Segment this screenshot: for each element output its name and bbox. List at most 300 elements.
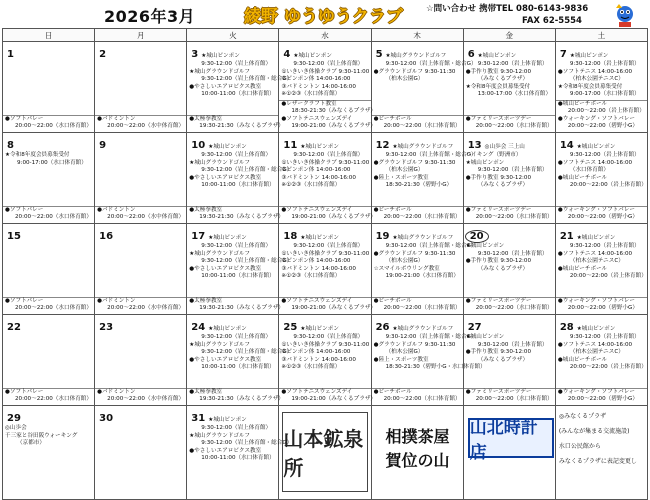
event-title: ★城山ピンポン [576,235,616,241]
evening-events [556,297,647,314]
day-number: 22 [7,322,21,333]
calendar-day-cell [371,224,477,315]
event-title: ★城山ピンポン [293,53,332,59]
event-line: 9:30-12:00（岩上体育館・総合G） [385,243,477,249]
event-line: 9:30-12:00（岩上体育館・総合G） [385,61,477,67]
club-name: 綾野 ゆうゆうクラブ [244,7,403,27]
event-line: （柏木公園G） [385,258,424,265]
day-number: 12 [375,140,390,151]
evening-events [95,297,186,314]
event-line: ※①②③（水口体育館） [281,91,341,98]
weekday-sat: 土 [555,29,647,42]
evening-event-line: 20:00～22:00（水口体育館） [475,396,553,403]
event-line: 9:30-12:00（岩上体育館） [477,167,548,174]
event-line: 千三家と谷田阪ウォーキング [5,432,78,439]
evening-event-line: 20:00～22:00（水中体育館） [107,396,185,403]
event-title: ★城山ピンポン [300,144,339,150]
calendar-day-cell [555,224,647,315]
evening-event-line: 20:00～22:00（水口体育館） [383,305,461,312]
event-line: （みなくるプラザ） [477,356,529,363]
evening-event-line: ●ソフトバレー [5,297,44,304]
evening-events [187,206,284,223]
evening-event-line: ●ビーチボール [373,297,412,304]
day-number: 24 [191,322,206,333]
event-line: ★城山グラウンドゴルフ [189,432,251,439]
event-line: 9:00-17:00（水口体育館） [17,159,87,166]
event-line: ★城山ピンポン [465,243,505,249]
evening-event-line: ●ソフトテニスウェンズデイ [281,115,353,122]
calendar-week [3,224,648,315]
day-number: 4 [283,49,291,60]
event-line: 9:30-12:00（岩上体育館・総合G） [201,440,293,447]
event-line: ●陸上・スポーツ教室 [373,356,429,363]
evening-event-line: ●ソフトバレー [5,388,44,395]
evening-events [372,206,463,223]
calendar-week [3,42,648,133]
event-line: ●城山ピーチボール [557,356,608,363]
evening-event-line: ●バドミントン [97,115,136,122]
evening-events [372,297,463,314]
calendar-week [3,406,648,500]
event-line: （柏木公園G） [385,76,424,83]
event-line: 9:30-12:00（岩上体育館） [201,61,272,67]
evening-event-line: ●ウォーキング・ソフトバレー [557,115,635,122]
event-line: 9:30-12:00（岩上体育館・総合G） [201,258,293,265]
event-line: ●手作り教室 9:30-12:00 [465,174,532,181]
evening-event-line: 19:00-21:00（みなくるプラザ） [291,123,377,130]
calendar-day-cell [371,133,477,224]
mascot-icon [609,2,641,28]
evening-event-line: 20:00～22:00（水口体育館） [383,214,461,221]
evening-event-line: ●城山ピーチボール [557,100,608,107]
event-line: ★城山グラウンドゴルフ [189,68,251,75]
event-line: 9:30-12:00（岩上体育館） [569,61,640,67]
day-number: 23 [99,322,114,333]
event-line: 9:30-12:00（岩上体育館） [293,334,364,340]
evening-event-line: ●ファミリースポーツデー [465,388,532,395]
event-line: 9:30-12:00（岩上体育館） [201,243,272,249]
evening-event-line: 19:30-21:30（みなくるプラザ） [199,123,284,130]
event-title: ★城山グラウンドゴルフ [392,235,454,241]
event-line: ③バドミントン 14:00-16:00 [281,174,356,181]
evening-event-line: ●ビーチボール [373,388,412,395]
sponsor-ad-line: 相撲茶屋 [385,427,450,446]
evening-events [187,115,284,132]
event-line: ●やさしいエアロビクス教室 [189,356,262,363]
calendar-day-cell [279,315,377,406]
evening-event-line: ●ウォーキング・ソフトバレー [557,206,635,213]
event-line: 18:30-21:30（碧野小G・水口体育館） [385,364,486,371]
day-number: 28 [559,322,574,333]
event-title: ◎山歩会 三上山 [484,144,525,150]
info-note-cell [555,406,647,500]
event-line: ●ソフトテニス 14:00-16:00 [557,250,633,257]
day-number: 2 [99,49,107,60]
event-line: 9:30-12:00（岩上体育館） [477,61,548,67]
event-line: ※①②③（水口体育館） [281,182,341,189]
calendar-day-cell [3,406,95,500]
evening-events [556,206,647,223]
event-title: ★城山ピンポン [477,53,517,59]
evening-events [556,100,647,132]
evening-event-line: 20:00～22:00（碧野小G） [567,123,638,130]
sponsor-ad-line: 賀位の山 [385,451,450,470]
event-line: （柏木公園テニスC） [569,349,624,356]
day-number: 17 [191,231,206,242]
day-number: 29 [7,413,21,424]
event-line: ★城山グラウンドゴルフ [189,250,251,257]
evening-event-line: ●ソフトテニスウェンズデイ [281,297,353,304]
evening-event-line: 20:00～22:00（水中体育館） [107,305,185,312]
evening-event-line: 19:30-21:30（みなくるプラザ） [199,305,284,312]
sponsor-ad-cell [371,406,463,500]
calendar-day-cell [463,133,555,224]
evening-events [279,206,377,223]
calendar-day-cell [95,133,187,224]
sponsor-ad-cell [279,406,371,500]
weekday-sun: 日 [3,29,95,42]
day-number: 20 [465,230,489,243]
event-line: ★城山グラウンドゴルフ [189,341,251,348]
event-line: ●城山ピーチボール [557,174,608,181]
event-line: ●やさしいエアロビクス教室 [189,447,262,454]
event-line: ●陸上・スポーツ教室 [373,174,429,181]
event-title: ★城山グラウンドゴルフ [392,326,454,332]
evening-event-line: 20:00～22:00（水口体育館） [475,123,553,130]
event-line: 9:30-12:00（岩上体育館） [293,152,364,158]
evening-event-line: 20:00～22:00（水口体育館） [15,123,92,130]
event-title: ★城山ピンポン [569,53,609,59]
event-line: （みなくるプラザ） [477,76,529,83]
evening-event-line: ●ビーチボール [373,206,412,213]
day-number: 7 [559,49,567,60]
evening-event-line: 20:00～22:00（碧野小G） [567,396,638,403]
evening-event-line: 20:00～22:00（水口体育館） [15,396,92,403]
event-line: ●手作り教室 9:30-12:00 [465,68,532,75]
day-number: 25 [283,322,298,333]
event-title: ★城山ピンポン [576,326,616,332]
event-line: ●グラウンドゴルフ 9:30-11:30 [373,68,456,75]
contact-phone: ☆問い合わせ 携帯TEL 080-6143-9836 [426,4,589,14]
weekday-fri: 金 [463,29,555,42]
day-number: 27 [467,322,482,333]
calendar-day-cell [95,42,187,133]
evening-event-line: ●ソフトバレー [5,115,44,122]
evening-event-line: 20:00～22:00（水中体育館） [107,214,185,221]
event-line: （柏木公園テニスC） [569,76,624,83]
info-note [556,406,647,472]
event-line: 10:00-11:00（水口体育館） [201,273,275,280]
day-number: 10 [191,140,206,151]
event-line: 9:30-12:00（岩上体育館・総合G） [201,349,293,356]
event-title: ★城山ピンポン [208,235,247,241]
evening-event-line: 20:00～22:00（水口体育館） [15,214,92,221]
calendar-day-cell [3,42,95,133]
weekday-mon: 月 [95,29,187,42]
event-line: ●グラウンドゴルフ 9:30-11:30 [373,341,456,348]
evening-events [187,388,284,405]
day-number: 30 [99,413,114,424]
calendar-day-cell [3,315,95,406]
evening-events [95,206,186,223]
event-line: 19:00-21:00（水口体育館） [385,273,459,280]
calendar-week [3,315,648,406]
event-line: （みなくるプラザ） [477,265,529,272]
event-title: ★城山ピンポン [201,53,240,59]
day-number: 6 [467,49,475,60]
day-number: 13 [467,140,482,151]
evening-events [372,115,463,132]
evening-event-line: 19:30-21:30（みなくるプラザ） [199,396,284,403]
day-number: 3 [191,49,199,60]
sponsor-ad-sumo-chaya [376,414,460,484]
evening-events [3,297,94,314]
calendar-day-cell [95,224,187,315]
calendar-day-cell [555,133,647,224]
evening-event-line: ●太極拳教室 [189,297,223,304]
calendar-day-cell [463,42,555,133]
event-line: 13:00-17:00（水口体育館） [477,91,552,98]
event-line: 9:30-12:00（岩上体育館） [569,243,640,249]
event-line: 9:30-12:00（岩上体育館・総合G） [385,152,477,158]
evening-events [279,100,377,132]
event-line: ●ソフトテニス 14:00-16:00 [557,341,633,348]
calendar-day-cell [3,133,95,224]
event-line: （京都市） [17,440,45,447]
calendar-day-cell [279,133,377,224]
evening-event-line: 20:00～22:00（水口体育館） [383,123,461,130]
info-note-line: ◎みなくるプラザ [558,413,607,420]
event-line: ●ソフトテニス 14:00-16:00 [557,159,633,166]
day-number: 11 [283,140,298,151]
evening-events [464,115,555,132]
evening-event-line: ●ソフトテニスウェンズデイ [281,206,353,213]
event-line: ①いきいき体操クラブ 9:30-11:00 [281,68,370,75]
evening-event-line: 20:00～22:00（岩上体育館） [567,108,645,115]
event-line: 9:30-12:00（岩上体育館・総合G） [201,76,293,83]
event-line: ※①②③（水口体育館） [281,364,341,371]
evening-events [95,115,186,132]
evening-event-line: ●ウォーキング・ソフトバレー [557,388,635,395]
evening-events [3,388,94,405]
event-title: ★城山グラウンドゴルフ [392,144,454,150]
day-number: 18 [283,231,298,242]
event-line: ①いきいき体操クラブ 9:30-11:00 [281,159,370,166]
event-line: ハイキング（野洲市） [465,152,522,158]
evening-event-line: 20:00～22:00（水口体育館） [475,214,553,221]
event-title: ★城山ピンポン [208,326,247,332]
evening-event-line: 19:30-21:30（みなくるプラザ） [199,214,284,221]
calendar-week [3,133,648,224]
calendar-day-cell [555,42,647,133]
day-number: 16 [99,231,114,242]
event-title: ★城山ピンポン [208,144,247,150]
event-line: ★令和8年度会員募集受付 [557,83,623,90]
event-line: 9:30-12:00（岩上体育館） [293,243,364,249]
event-line: 10:00-11:00（水口体育館） [201,91,275,98]
day-number: 14 [559,140,574,151]
event-line: ★城山ピンポン [465,159,505,166]
evening-event-line: 20:00～22:00（水口体育館） [15,305,92,312]
info-note-line: (みんなが集まる交流施設) [558,428,630,435]
evening-event-line: 20:00～22:00（水口体育館） [383,396,461,403]
sponsor-ad-yamamoto: 山本鉱泉所 [282,412,368,492]
event-line: ●やさしいエアロビクス教室 [189,83,262,90]
event-line: ★令和8年度会員募集受付 [465,83,531,90]
evening-events [464,297,555,314]
event-line: ①いきいき体操クラブ 9:30-11:00 [281,250,370,257]
event-line: ●グラウンドゴルフ 9:30-11:30 [373,250,456,257]
event-line: （水口体育館） [569,167,610,174]
evening-events [372,388,463,405]
evening-events [3,206,94,223]
info-note-line: 水口公民館から [558,443,601,450]
weekday-thu: 木 [371,29,463,42]
event-line: （柏木公園G） [385,167,424,174]
event-line: （柏木公園テニスC） [569,258,624,265]
event-line: ◎山歩会 [5,425,27,431]
day-number: 8 [7,140,14,151]
evening-event-line: ●ファミリースポーツデー [465,206,532,213]
evening-event-line: ●バドミントン [97,206,136,213]
day-number: 15 [7,231,21,242]
event-line: ③バドミントン 14:00-16:00 [281,356,356,363]
day-number: 31 [191,413,206,424]
event-title: ★城山グラウンドゴルフ [385,53,447,59]
day-number: 26 [375,322,390,333]
evening-event-line: ●ソフトテニスウェンズデイ [281,388,353,395]
event-line: ③バドミントン 14:00-16:00 [281,83,356,90]
calendar-day-cell [371,42,477,133]
event-line: 20:00～22:00（岩上体育館） [569,364,647,371]
event-line: ②ピンポン体 14:00-16:00 [281,167,351,174]
event-line: ★城山グラウンドゴルフ [189,159,251,166]
evening-events [464,388,555,405]
event-line: ②ピンポン体 14:00-16:00 [281,349,351,356]
evening-events [187,297,284,314]
event-line: ●やさしいエアロビクス教室 [189,265,262,272]
event-line: ★令和8年度会員募集受付 [5,152,70,158]
event-line: 9:30-12:00（岩上体育館） [201,334,272,340]
evening-events [279,297,377,314]
event-line: 9:30-12:00（岩上体育館・総合G） [201,167,293,174]
calendar-day-cell [95,406,187,500]
event-title: ★城山ピンポン [300,235,339,241]
evening-event-line: ●ウォーキング・ソフトバレー [557,297,635,304]
event-line: ③バドミントン 14:00-16:00 [281,265,356,272]
event-line: 9:30-12:00（岩上体育館・総合G） [385,334,477,340]
event-title: ★城山ピンポン [576,144,616,150]
event-line: 10:00-11:00（水口体育館） [201,364,275,371]
evening-event-line: 18:30-21:30（みなくるプラザ） [291,108,377,115]
evening-events [95,388,186,405]
sponsor-ad-cell [463,406,555,500]
event-line: ②ピンポン体 14:00-16:00 [281,76,351,83]
evening-event-line: 19:00-21:00（みなくるプラザ） [291,305,377,312]
evening-event-line: ●ソフトバレー [5,206,44,213]
event-line: 18:30-21:30（碧野小G） [385,182,453,189]
day-number: 1 [7,49,14,60]
calendar-day-cell [463,224,555,315]
day-number: 9 [99,140,107,151]
calendar-day-cell [279,42,377,133]
event-line: ●手作り教室 9:30-12:00 [465,349,532,356]
event-line: 20:00～22:00（岩上体育館） [569,182,647,189]
event-line: 10:00-11:00（水口体育館） [201,455,275,462]
evening-event-line: ●バドミントン [97,388,136,395]
day-number: 21 [559,231,574,242]
evening-event-line: 19:00-21:00（みなくるプラザ） [291,214,377,221]
evening-event-line: ●ファミリースポーツデー [465,297,532,304]
calendar-day-cell [555,315,647,406]
weekday-tue: 火 [187,29,279,42]
event-line: 20:00～22:00（岩上体育館） [569,273,647,280]
calendar-day-cell [187,133,293,224]
event-line: ②ピンポン体 14:00-16:00 [281,258,351,265]
evening-event-line: ●ファミリースポーツデー [465,115,532,122]
evening-event-line: 19:00-21:00（みなくるプラザ） [291,396,377,403]
calendar-day-cell [187,406,293,500]
evening-events [3,115,94,132]
calendar-day-cell [279,224,377,315]
event-line: 9:30-12:00（岩上体育館） [477,250,548,257]
day-number: 19 [375,231,390,242]
calendar-day-cell [187,42,293,133]
event-line: ☆スマイルボウリング教室 [373,265,440,272]
event-line: 9:30-12:00（岩上体育館） [569,334,640,340]
event-line: ●ソフトテニス 14:00-16:00 [557,68,633,75]
evening-event-line: ●レザークラフト教室 [281,100,337,107]
event-title: ★城山ピンポン [208,417,247,423]
weekday-wed: 水 [279,29,371,42]
calendar-day-cell [95,315,187,406]
calendar [2,28,648,500]
evening-event-line: ●太極拳教室 [189,206,223,213]
evening-events [556,388,647,405]
event-line: ●グラウンドゴルフ 9:30-11:30 [373,159,456,166]
event-line: （みなくるプラザ） [477,182,529,189]
calendar-day-cell [3,224,95,315]
event-line: 9:30-12:00（岩上体育館） [201,425,272,431]
event-line: ★城山ピンポン [465,334,505,340]
evening-event-line: ●太極拳教室 [189,115,223,122]
evening-events [279,388,377,405]
evening-event-line: ●ビーチボール [373,115,412,122]
event-line: ●やさしいエアロビクス教室 [189,174,262,181]
evening-events [464,206,555,223]
evening-event-line: 20:00～22:00（水口体育館） [475,305,553,312]
evening-event-line: 20:00～22:00（碧野小G） [567,305,638,312]
event-line: ●城山ピーチボール [557,265,608,272]
event-line: 10:00-11:00（水口体育館） [201,182,275,189]
event-line: 9:30-12:00（岩上体育館） [569,152,640,158]
evening-event-line: ●太極拳教室 [189,388,223,395]
event-title: ★城山ピンポン [300,326,339,332]
day-number: 5 [375,49,383,60]
event-line: ●手作り教室 9:30-12:00 [465,258,532,265]
event-line: ※①②③（水口体育館） [281,273,341,280]
contact-fax: FAX 62-5554 [522,16,582,26]
evening-event-line: ●バドミントン [97,297,136,304]
evening-event-line: 20:00～22:00（水中体育館） [107,123,185,130]
evening-event-line: 20:00～22:00（碧野小G） [567,214,638,221]
event-line: ①いきいき体操クラブ 9:30-11:00 [281,341,370,348]
event-line: 9:00-17:00（水口体育館） [569,91,640,98]
calendar-day-cell [463,315,555,406]
event-line: 9:30-12:00（岩上体育館） [477,341,548,348]
info-note-line: みなくるプラザに表記変更し [558,458,637,465]
header [0,0,650,28]
